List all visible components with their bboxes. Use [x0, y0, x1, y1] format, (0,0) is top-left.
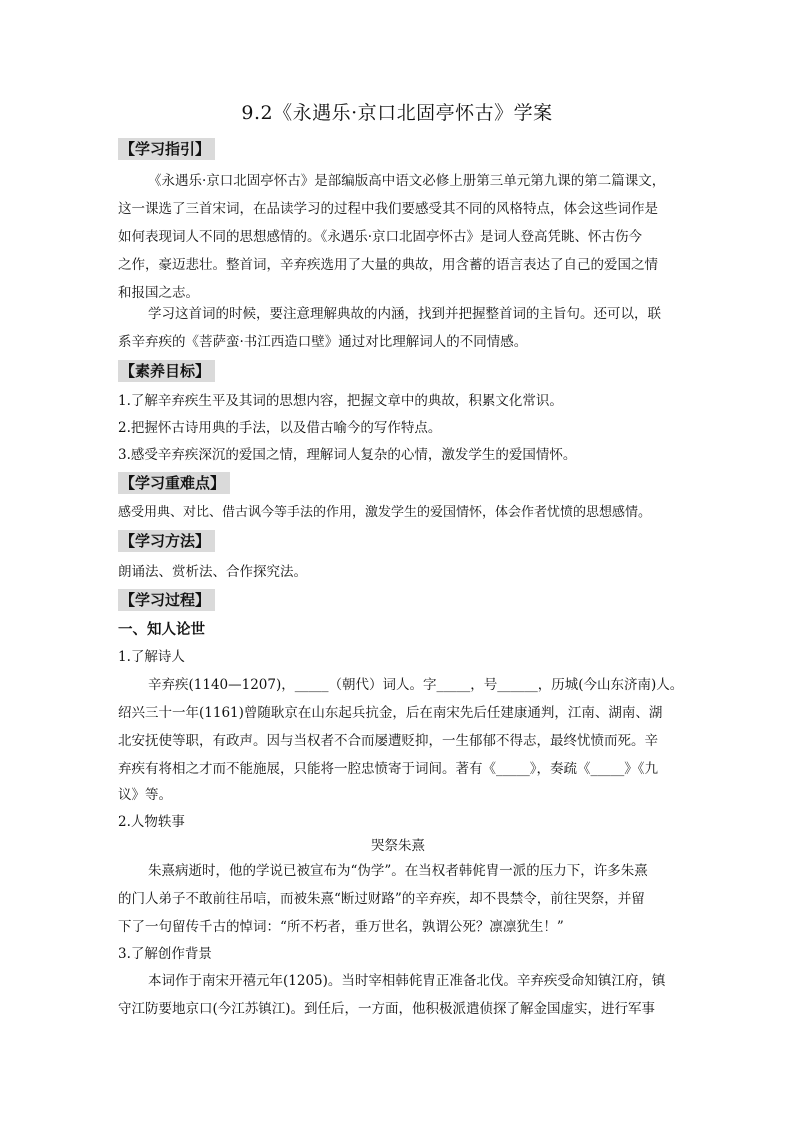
- key-points-text: 感受用典、对比、借古讽今等手法的作用，激发学生的爱国情怀，体会作者忧愤的思想感情。: [118, 505, 652, 520]
- section-heading-process: 【学习过程】: [118, 589, 215, 611]
- section-heading-goals: 【素养目标】: [118, 360, 215, 382]
- subheading-background: 3.了解创作背景: [118, 946, 212, 962]
- goal-item: 2.把握怀古诗用典的手法，以及借古喻今的写作特点。: [118, 420, 442, 436]
- paragraph-line: 如何表现词人不同的思想感情的。《永遇乐·京口北固亭怀古》是词人登高凭眺、怀古伤今: [118, 229, 643, 245]
- paragraph-line: 这一课选了三首宋词，在品读学习的过程中我们要感受其不同的风格特点，体会这些词作是: [118, 201, 658, 217]
- anecdote-title: 哭祭朱熹: [371, 838, 425, 854]
- paragraph-line: 绍兴三十一年(1161)曾随耿京在山东起兵抗金，后在南宋先后任建康通判，江南、湖南、湖: [118, 705, 663, 721]
- subheading-anecdote: 2.人物轶事: [118, 814, 185, 830]
- paragraph-line: 朱熹病逝时，他的学说已被宣布为“伪学”。在当权者韩侂胄一派的压力下，许多朱熹: [148, 863, 648, 879]
- paragraph-line: 弃疾有将相之才而不能施展，只能将一腔忠愤寄于词间。著有《_____》，奏疏《_____》《九: [118, 761, 658, 777]
- method-text: 朗诵法、赏析法、合作探究法。: [118, 564, 307, 580]
- part-title: 一、知人论世: [118, 621, 205, 638]
- paragraph-line: 守江防要地京口(今江苏镇江)。到任后，一方面，他积极派遣侦探了解金国虚实，进行军事: [118, 1001, 656, 1017]
- paragraph-line: 《永遇乐·京口北固亭怀古》是部编版高中语文必修上册第三单元第九课的第二篇课文，: [148, 173, 666, 189]
- paragraph-line: 和报国之志。: [118, 285, 199, 301]
- section-heading-guide: 【学习指引】: [118, 138, 215, 160]
- paragraph-line: 议》等。: [118, 787, 172, 803]
- section-heading-key: 【学习重难点】: [118, 472, 230, 494]
- section-heading-method: 【学习方法】: [118, 530, 215, 552]
- paragraph-line: 系辛弃疾的《菩萨蛮·书江西造口壁》通过对比理解词人的不同情感。: [118, 334, 528, 350]
- paragraph-line: 辛弃疾(1140—1207)，_____（朝代）词人。字_____，号______，历城(今山东济南)人。: [148, 677, 684, 693]
- goal-item: 3.感受辛弃疾深沉的爱国之情，理解词人复杂的心情，激发学生的爱国情怀。: [118, 447, 577, 463]
- paragraph-line: 下了一句留传千古的悼词：“所不朽者，垂万世名，孰谓公死？凛凛犹生！”: [118, 919, 564, 935]
- paragraph-line: 本词作于南宋开禧元年(1205)。当时宰相韩侂胄正准备北伐。辛弃疾受命知镇江府，镇: [148, 973, 666, 989]
- paragraph-line: 之作，豪迈悲壮。整首词，辛弃疾选用了大量的典故，用含蓄的语言表达了自己的爱国之情: [118, 257, 658, 273]
- page-title: 9.2《永遇乐·京口北固亭怀古》学案: [241, 102, 553, 124]
- paragraph-line: 的门人弟子不敢前往吊唁，而被朱熹“断过财路”的辛弃疾，却不畏禁令，前往哭祭，并留: [118, 891, 645, 907]
- goal-item: 1.了解辛弃疾生平及其词的思想内容，把握文章中的典故，积累文化常识。: [118, 393, 563, 409]
- paragraph-line: 北安抚使等职，有政声。因与当权者不合而屡遭贬抑，一生郁郁不得志，最终忧愤而死。辛: [118, 733, 658, 749]
- paragraph-line: 学习这首词的时候，要注意理解典故的内涵，找到并把握整首词的主旨句。还可以，联: [148, 306, 661, 322]
- subheading-poet: 1.了解诗人: [118, 649, 185, 665]
